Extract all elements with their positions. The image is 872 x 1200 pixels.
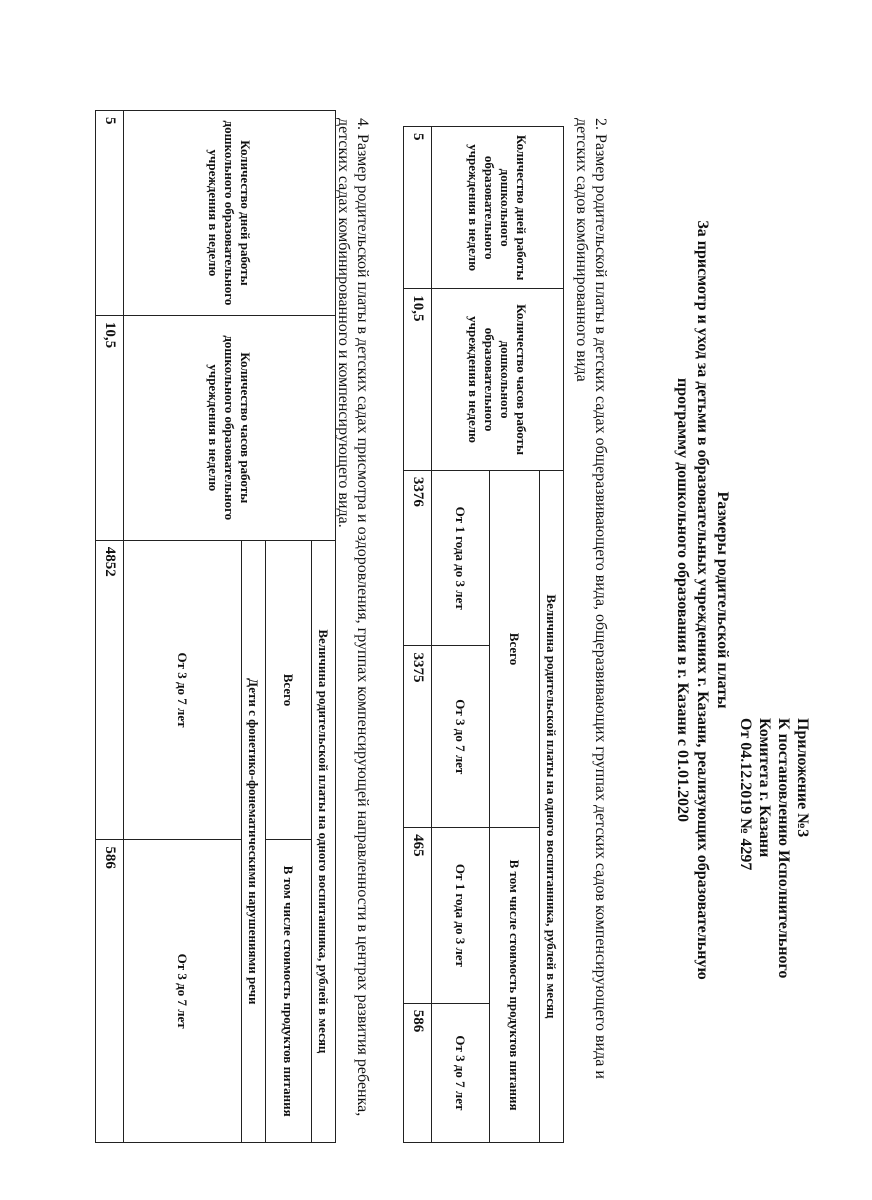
- resolution-reference: К постановлению Исполнительного: [775, 718, 792, 979]
- cell-days: 5: [96, 111, 124, 316]
- title-line-1: Размеры родительской платы: [714, 491, 731, 709]
- section-2-text: 2. Размер родительской платы в детских садах общеразвивающего вида, общеразвивающих группах детских садов компенсирующего вида и детских садов комбинированного вида: [573, 118, 609, 1079]
- col-header-fee: Величина родительской платы на одного воспитанника, рублей в месяц: [540, 470, 564, 1142]
- appendix-number: Приложение №3: [794, 718, 811, 838]
- col-header-fee: Величина родительской платы на одного воспитанника, рублей в месяц: [312, 540, 336, 1142]
- col-header-age-1-3: От 1 года до 3 лет: [432, 470, 490, 646]
- col-header-hours: Количество часов работы дошкольного образовательного учреждения в неделю: [432, 289, 564, 471]
- appendix-header: [736, 718, 812, 978]
- group-header-speech: Дети с фонетико-фонематическими нарушениями речи: [242, 540, 266, 1142]
- col-header-hours: Количество часов работы дошкольного образовательного учреждения в неделю: [124, 315, 336, 540]
- title-line-3: программу дошкольного образования в г. Казани с 01.01.2020: [674, 377, 691, 823]
- col-header-food: В том числе стоимость продуктов питания: [490, 828, 540, 1143]
- col-header-age-3-7-total: От 3 до 7 лет: [124, 540, 242, 840]
- cell-hours: 10,5: [96, 315, 124, 540]
- document-title: [672, 80, 732, 1120]
- col-header-total: Всего: [490, 470, 540, 827]
- col-header-days: Количество дней работы дошкольного образовательного учреждения в неделю: [124, 111, 336, 316]
- col-header-age-3-7-food: От 3 до 7 лет: [124, 840, 242, 1143]
- section-4-text: 4. Размер родительской платы в детских садах присмотра и оздоровления, группах компенсирующей направленности в центрах развития ребенка, детских садах комбинированного и компенсирующего вида.: [335, 118, 371, 1117]
- cell-food: 586: [96, 840, 124, 1143]
- col-header-food-age-3-7: От 3 до 7 лет: [432, 1003, 490, 1142]
- col-header-food-age-1-3: От 1 года до 3 лет: [432, 828, 490, 1004]
- cell-hours: 10,5: [404, 289, 432, 471]
- col-header-total: Всего: [266, 540, 312, 840]
- resolution-date: От 04.12.2019 № 4297: [737, 718, 754, 871]
- cell-food-1-3: 465: [404, 828, 432, 1004]
- col-header-days: Количество дней работы дошкольного образовательного учреждения в неделю: [432, 127, 564, 289]
- col-header-food: В том числе стоимость продуктов питания: [266, 840, 312, 1143]
- cell-total-1-3: 3376: [404, 470, 432, 646]
- cell-total: 4852: [96, 540, 124, 840]
- cell-food-3-7: 586: [404, 1003, 432, 1142]
- fee-table-compensating: [95, 110, 336, 1143]
- cell-days: 5: [404, 127, 432, 289]
- cell-total-3-7: 3375: [404, 646, 432, 828]
- col-header-age-3-7: От 3 до 7 лет: [432, 646, 490, 828]
- title-line-2: За присмотр и уход за детьми в образовательных учреждениях г. Казани, реализующих образовательную: [694, 220, 711, 980]
- fee-table-general: [403, 126, 564, 1143]
- committee-name: Комитета г. Казани: [756, 718, 773, 858]
